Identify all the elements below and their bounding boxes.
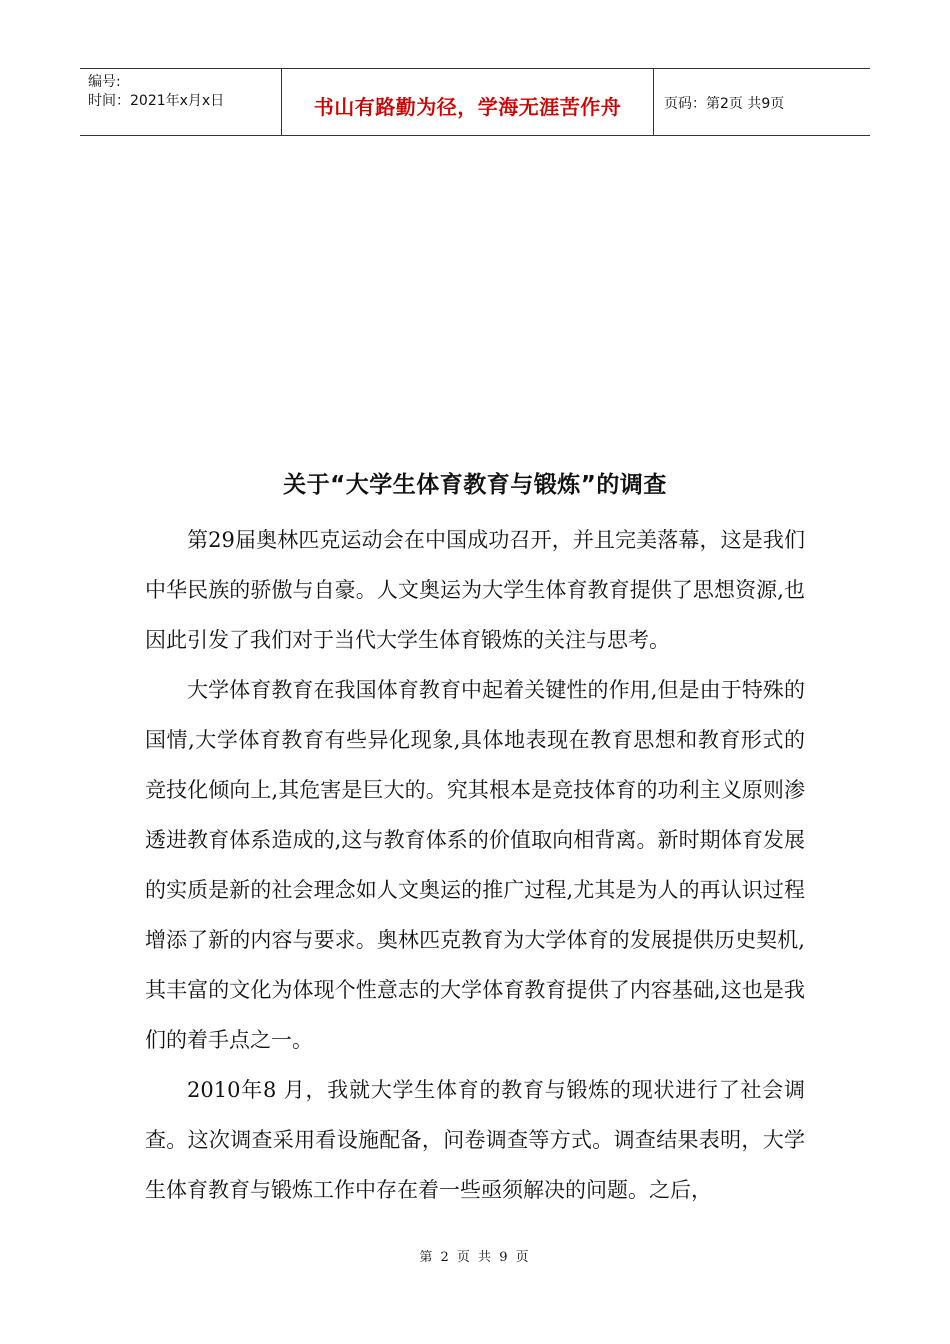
paragraph: 2010年8 月，我就大学生体育的教育与锻炼的现状进行了社会调查。这次调查采用看设施配备，问卷调查等方式。调查结果表明，大学生体育教育与锻炼工作中存在着一些亟须解决的问题。之后，	[145, 1078, 805, 1202]
document-time-label: 时间：2021年x月x日	[88, 93, 225, 109]
document-title: 关于“大学生体育教育与锻炼”的调查	[283, 472, 667, 498]
document-number-label: 编号:	[88, 74, 121, 90]
document-header	[80, 68, 870, 136]
document-body	[145, 515, 805, 1215]
header-motto-cell	[282, 69, 654, 135]
paragraph: 大学体育教育在我国体育教育中起着关键性的作用,但是由于特殊的国情,大学体育教育有些异化现象,具体地表现在教育思想和教育形式的竞技化倾向上,其危害是巨大的。究其根本是竞技体育的功利主义原则渗透进教育体系造成的,这与教育体系的价值取向相背离。新时期体育发展的实质是新的社会理念如人文奥运的推广过程,尤其是为人的再认识过程增添了新的内容与要求。奥林匹克教育为大学体育的发展提供历史契机,其丰富的文化为体现个性意志的大学体育教育提供了内容基础,这也是我们的着手点之一。	[145, 678, 805, 1052]
header-meta-cell	[80, 69, 282, 135]
header-page-info: 页码：第2页 共9页	[664, 96, 785, 112]
page-footer: 第 2 页 共 9 页	[419, 1250, 531, 1265]
header-page-cell	[654, 69, 870, 135]
paragraph: 第29届奥林匹克运动会在中国成功召开，并且完美落幕，这是我们中华民族的骄傲与自豪。人文奥运为大学生体育教育提供了思想资源,也因此引发了我们对于当代大学生体育锻炼的关注与思考。	[145, 528, 805, 652]
header-motto: 书山有路勤为径，学海无涯苦作舟	[313, 94, 622, 119]
